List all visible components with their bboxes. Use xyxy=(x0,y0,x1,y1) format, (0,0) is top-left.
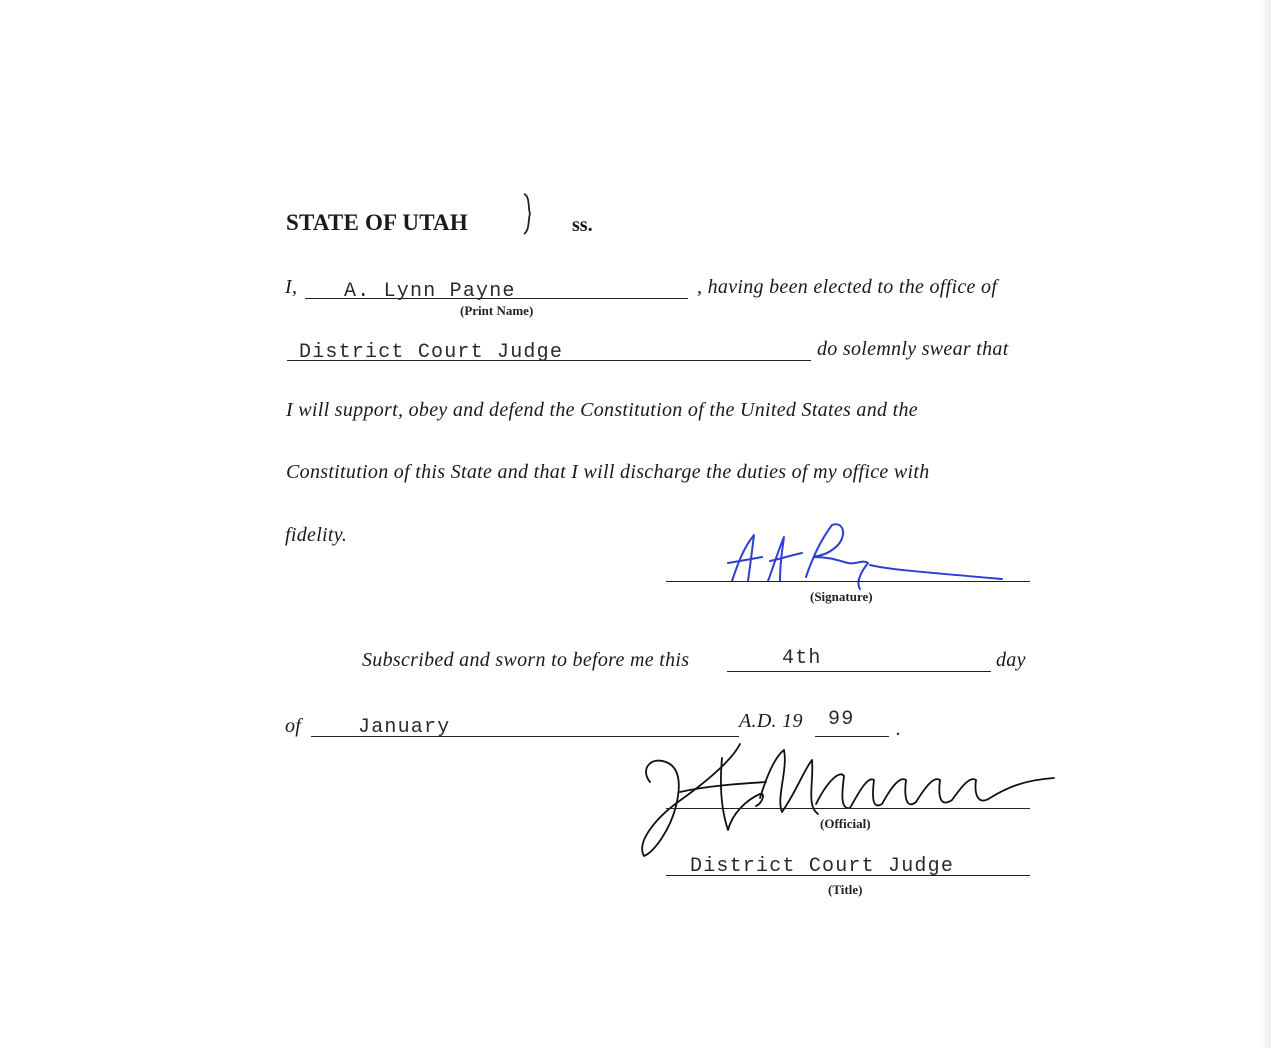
day-label: day xyxy=(996,649,1026,671)
title-underline xyxy=(666,875,1030,876)
print-name-caption: (Print Name) xyxy=(460,303,534,318)
signature-caption: (Signature) xyxy=(810,589,873,604)
official-underline xyxy=(666,808,1030,809)
year-period: . xyxy=(896,718,902,740)
oath-line-5: fidelity. xyxy=(285,524,348,546)
page-edge-shadow xyxy=(1259,0,1271,1048)
oath-line-4: Constitution of this State and that I will discharge the duties of my office with xyxy=(286,461,930,483)
oath-i-label: I, xyxy=(285,276,298,298)
month-field: January xyxy=(358,716,451,739)
office-field: District Court Judge xyxy=(299,341,564,364)
subscribed-text: Subscribed and sworn to before me this xyxy=(362,649,690,671)
signature-underline xyxy=(666,581,1030,582)
ss-label: ss. xyxy=(572,214,593,236)
day-field: 4th xyxy=(782,647,822,670)
title-field: District Court Judge xyxy=(690,855,955,878)
year-field: 99 xyxy=(828,708,855,731)
swear-text: do solemnly swear that xyxy=(817,338,1009,360)
print-name-field: A. Lynn Payne xyxy=(344,280,516,303)
state-heading: STATE OF UTAH xyxy=(286,210,468,235)
official-caption: (Official) xyxy=(820,816,871,831)
brace-icon xyxy=(518,192,538,236)
oath-line-3: I will support, obey and defend the Constitution of the United States and the xyxy=(286,399,918,421)
title-caption: (Title) xyxy=(828,882,863,897)
of-label: of xyxy=(285,715,302,737)
ad-label: A.D. 19 xyxy=(739,710,803,732)
day-underline xyxy=(727,671,991,672)
elected-text: , having been elected to the office of xyxy=(697,276,998,298)
official-signature-mark xyxy=(636,730,1066,862)
